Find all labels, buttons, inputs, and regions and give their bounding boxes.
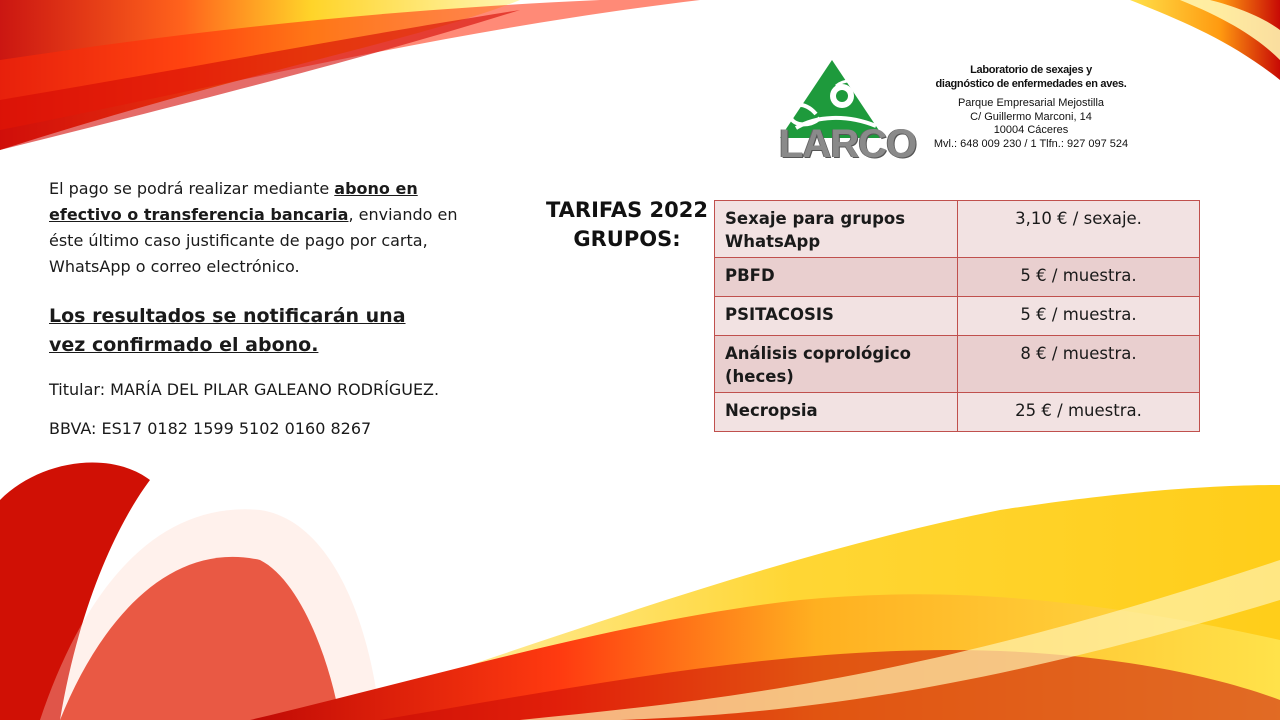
service-name: Sexaje para grupos WhatsApp [715,201,958,258]
payment-text-after: , enviando en éste último caso justificante de pago por carta, WhatsApp o correo electrónico. [49,205,458,276]
service-name: PBFD [715,258,958,297]
service-name: PSITACOSIS [715,297,958,336]
tariffs-title [544,196,710,254]
table-row [715,336,1200,393]
table-row [715,297,1200,336]
payment-methods-emphasis: abono en efectivo o transferencia bancaria [49,179,418,224]
service-price: 8 € / muestra. [958,336,1200,393]
bank-account: BBVA: ES17 0182 1599 5102 0160 8267 [49,419,372,438]
service-price: 25 € / muestra. [958,393,1200,432]
address-line2: C/ Guillermo Marconi, 14 [970,110,1092,123]
service-price: 3,10 € / sexaje. [958,201,1200,258]
logo-wordmark: LARCO [779,122,917,166]
tariffs-title-line2: GRUPOS: [573,227,681,251]
table-row [715,201,1200,258]
lab-name-line2: diagnóstico de enfermedades en aves. [935,78,1127,90]
payment-text-before: El pago se podrá realizar mediante [49,179,335,198]
service-name: Análisis coprológico (heces) [715,336,958,393]
price-table [714,200,1200,432]
service-price: 5 € / muestra. [958,258,1200,297]
tariffs-title-line1: TARIFAS 2022 [545,198,708,222]
phone-numbers: Mvl.: 648 009 230 / 1 Tlfn.: 927 097 524 [933,137,1129,150]
payment-paragraph [49,176,469,280]
payment-info [49,176,469,438]
results-notice: Los resultados se notificarán una vez confirmado el abono. [49,305,406,356]
service-name: Necropsia [715,393,958,432]
address-line3: 10004 Cáceres [993,124,1069,136]
table-row [715,258,1200,297]
lab-info [906,63,1156,151]
service-price: 5 € / muestra. [958,297,1200,336]
table-row [715,393,1200,432]
address-line1: Parque Empresarial Mejostilla [957,97,1105,109]
lab-name-line1: Laboratorio de sexajes y [970,64,1092,76]
account-holder: Titular: MARÍA DEL PILAR GALEANO RODRÍGUEZ. [49,380,440,399]
